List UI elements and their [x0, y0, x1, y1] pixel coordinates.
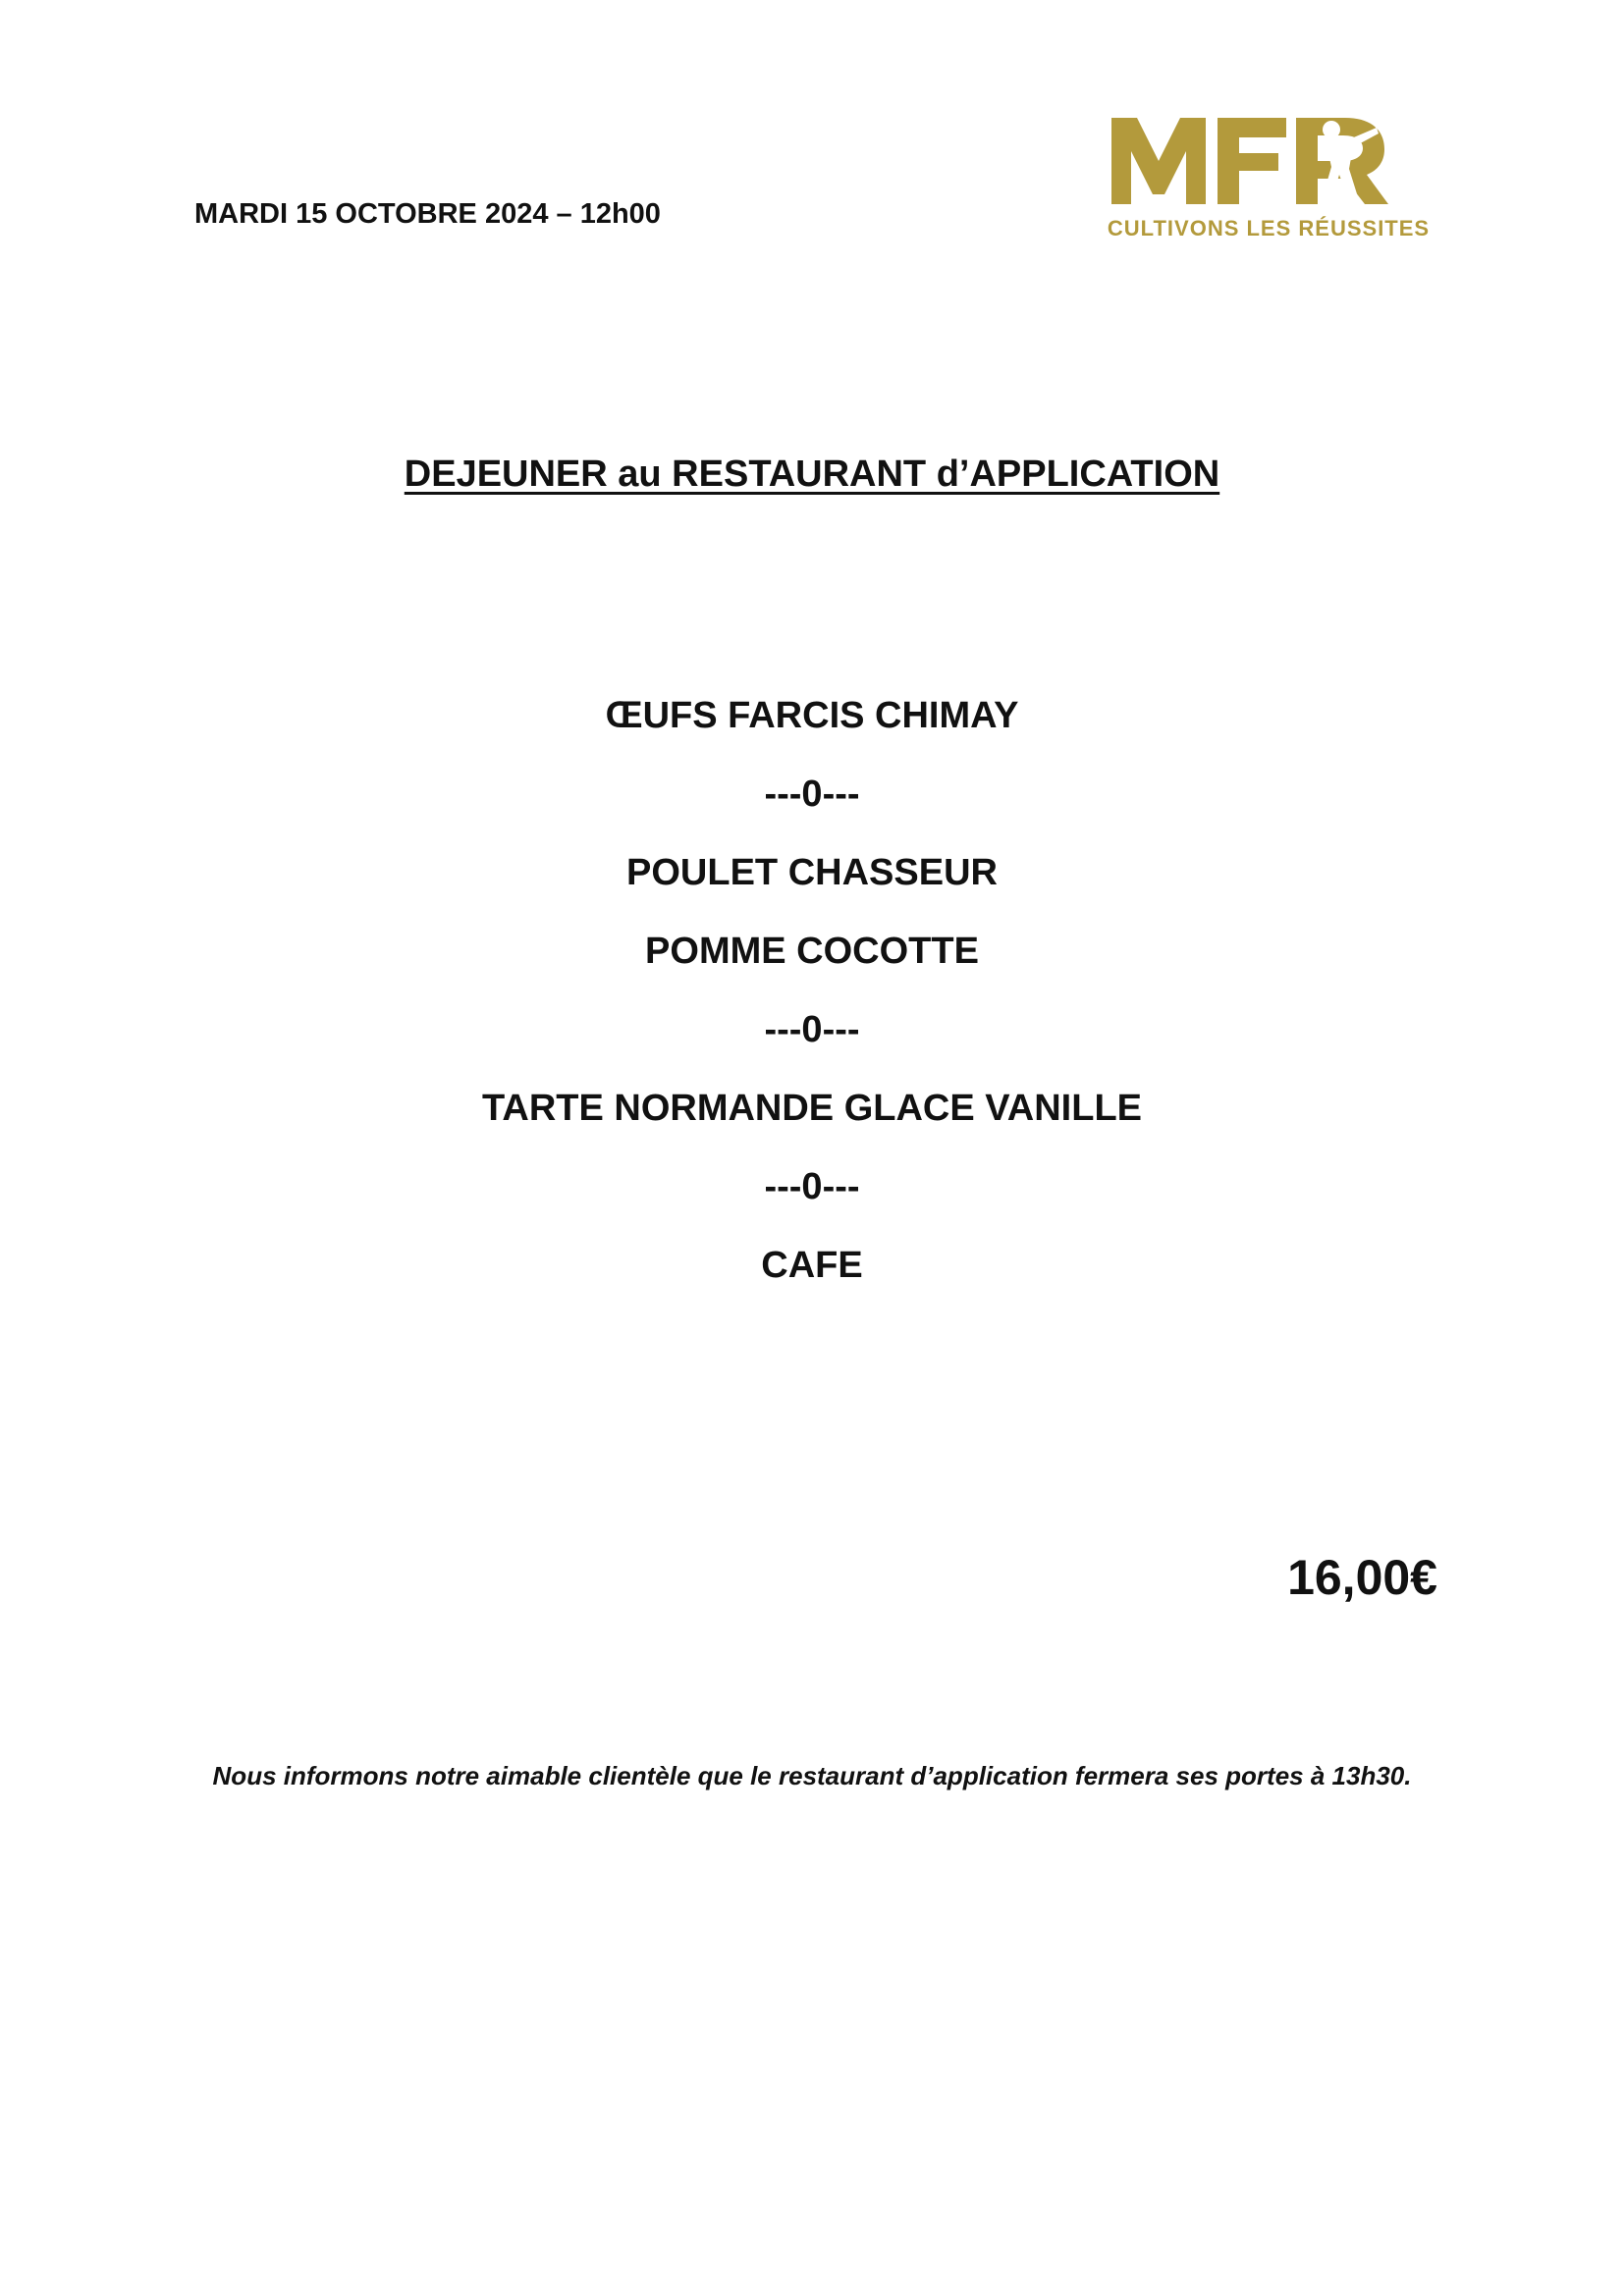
menu-list [0, 689, 1624, 1317]
mfr-logo [1092, 110, 1445, 247]
menu-item-main: POULET CHASSEUR [626, 852, 998, 893]
page-title: DEJEUNER au RESTAURANT d’APPLICATION [404, 454, 1220, 495]
menu-item-dessert: TARTE NORMANDE GLACE VANILLE [481, 1088, 1142, 1129]
closing-notice: Nous informons notre aimable clientèle que le restaurant d’application fermera ses portes à 13h30. [212, 1761, 1412, 1790]
mfr-logo-mark [1092, 110, 1445, 208]
menu-date-time: MARDI 15 OCTOBRE 2024 – 12h00 [194, 198, 661, 230]
menu-separator: ---0--- [764, 774, 860, 815]
logo-tagline: CULTIVONS LES RÉUSSITES [1107, 216, 1431, 240]
menu-item-coffee: CAFE [761, 1245, 863, 1286]
menu-item-starter: ŒUFS FARCIS CHIMAY [605, 695, 1019, 736]
menu-item-side: POMME COCOTTE [645, 931, 979, 972]
menu-price: 16,00€ [1287, 1550, 1437, 1605]
menu-separator: ---0--- [764, 1166, 860, 1207]
menu-separator: ---0--- [764, 1009, 860, 1050]
